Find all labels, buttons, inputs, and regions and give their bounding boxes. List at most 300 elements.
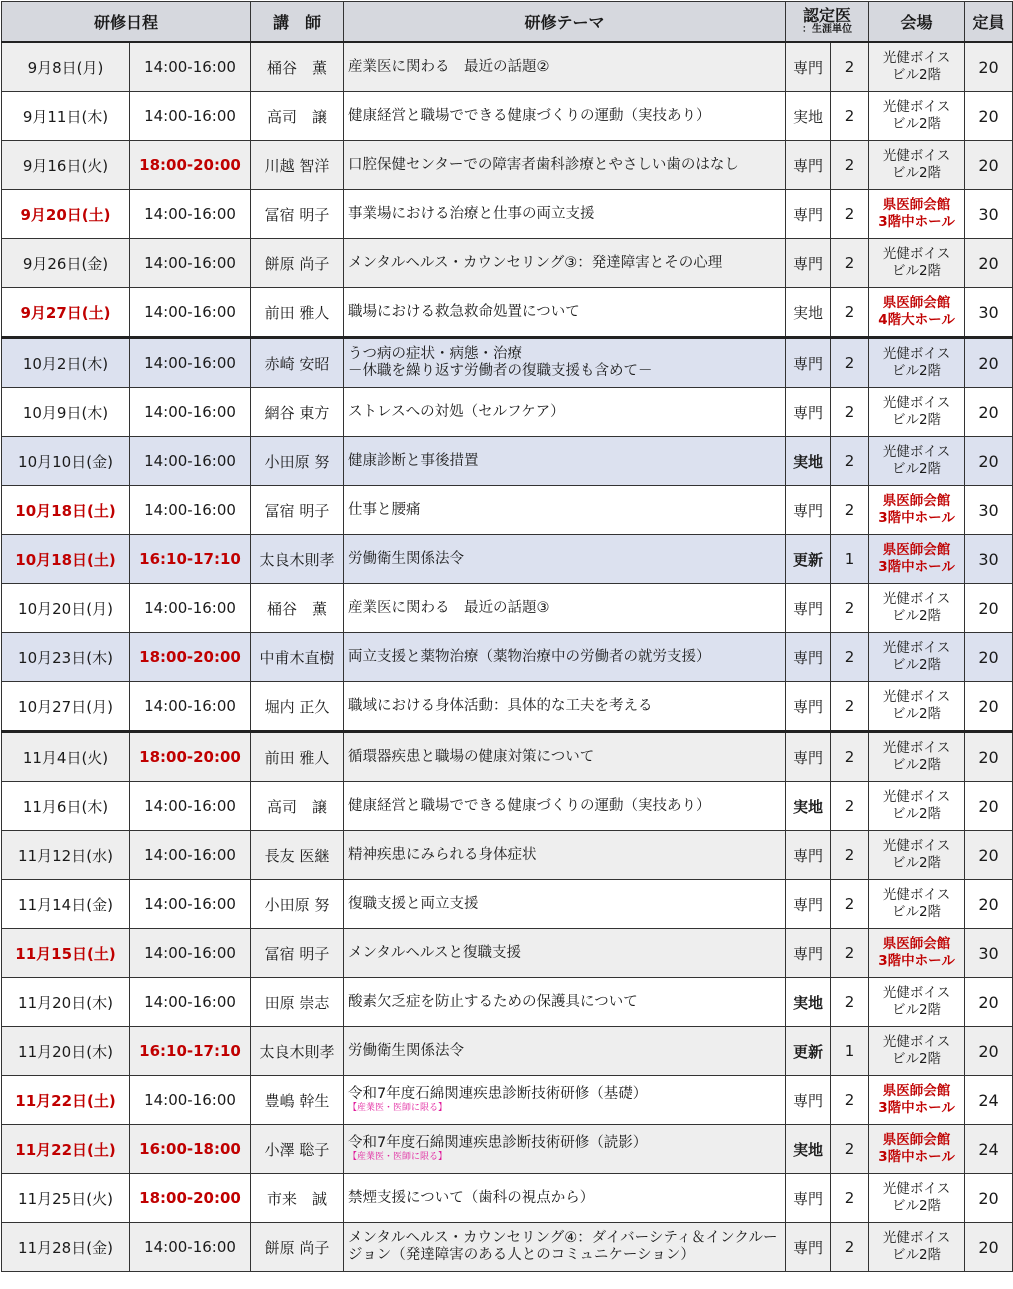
theme-cell	[344, 388, 786, 437]
time-cell: 18:00-20:00	[130, 141, 251, 190]
theme-line: メンタルヘルス・カウンセリング④：ダイバーシティ＆インクルー	[348, 1230, 778, 1246]
table-row	[2, 42, 1013, 92]
venue-line: 県医師会館	[882, 1132, 951, 1148]
venue-line: ビル2階	[891, 1002, 942, 1018]
capacity-cell: 20	[965, 239, 1013, 288]
theme-line: メンタルヘルスと復職支援	[348, 944, 521, 961]
credit-type-cell: 専門	[786, 338, 831, 388]
lecturer-cell: 桶谷 薫	[251, 42, 344, 92]
venue-line: 光健ボイス	[882, 246, 951, 262]
venue-cell	[869, 338, 965, 388]
credit-units-cell: 1	[831, 535, 869, 584]
credit-units-cell: 2	[831, 486, 869, 535]
credit-units-cell: 2	[831, 437, 869, 486]
venue-line: 県医師会館	[882, 936, 951, 952]
venue-cell	[869, 584, 965, 633]
table-row	[2, 682, 1013, 732]
table-row	[2, 190, 1013, 239]
header-cert-sub: ：生涯単位	[802, 24, 853, 35]
venue-line: 光健ボイス	[882, 740, 951, 756]
lecturer-cell: 高司 譲	[251, 92, 344, 141]
credit-type-cell: 更新	[786, 535, 831, 584]
credit-units-cell: 2	[831, 141, 869, 190]
theme-line: メンタルヘルス・カウンセリング③：発達障害とその心理	[348, 254, 723, 271]
credit-units-cell: 2	[831, 388, 869, 437]
venue-line: ビル2階	[891, 116, 942, 132]
theme-line: 産業医に関わる 最近の話題②	[348, 58, 550, 75]
venue-line: 光健ボイス	[882, 395, 951, 411]
capacity-cell: 20	[965, 141, 1013, 190]
table-row	[2, 831, 1013, 880]
date-cell: 9月20日(土)	[2, 190, 130, 239]
credit-units-cell: 2	[831, 633, 869, 682]
lecturer-cell: 堀内 正久	[251, 682, 344, 732]
lecturer-cell: 中甫木直樹	[251, 633, 344, 682]
credit-type-cell: 実地	[786, 978, 831, 1027]
credit-units-cell: 2	[831, 831, 869, 880]
theme-line: 仕事と腰痛	[348, 501, 421, 518]
lecturer-cell: 桶谷 薫	[251, 584, 344, 633]
credit-type-cell: 実地	[786, 1125, 831, 1174]
theme-cell	[344, 535, 786, 584]
theme-line: 健康経営と職場でできる健康づくりの運動（実技あり）	[348, 107, 711, 124]
venue-line: 3階中ホール	[878, 953, 955, 969]
capacity-cell: 20	[965, 338, 1013, 388]
venue-line: 3階中ホール	[878, 1100, 955, 1116]
credit-units-cell: 1	[831, 1027, 869, 1076]
credit-type-cell: 専門	[786, 1174, 831, 1223]
time-cell: 14:00-16:00	[130, 929, 251, 978]
lecturer-cell: 小田原 努	[251, 880, 344, 929]
theme-cell	[344, 633, 786, 682]
venue-cell	[869, 880, 965, 929]
theme-line: 復職支援と両立支援	[348, 895, 479, 912]
theme-line: 労働衛生関係法令	[348, 550, 465, 567]
venue-cell	[869, 1223, 965, 1272]
credit-type-cell: 専門	[786, 831, 831, 880]
capacity-cell: 20	[965, 92, 1013, 141]
theme-cell	[344, 92, 786, 141]
venue-line: ビル2階	[891, 263, 942, 279]
venue-cell	[869, 388, 965, 437]
venue-cell	[869, 633, 965, 682]
header-venue: 会場	[869, 2, 965, 43]
theme-cell	[344, 288, 786, 338]
lecturer-cell: 前田 雅人	[251, 288, 344, 338]
time-cell: 14:00-16:00	[130, 584, 251, 633]
table-row	[2, 633, 1013, 682]
credit-type-cell: 実地	[786, 437, 831, 486]
theme-cell	[344, 584, 786, 633]
table-row	[2, 1076, 1013, 1125]
table-row	[2, 388, 1013, 437]
venue-line: 光健ボイス	[882, 50, 951, 66]
time-cell: 18:00-20:00	[130, 633, 251, 682]
venue-cell	[869, 190, 965, 239]
credit-units-cell: 2	[831, 92, 869, 141]
date-cell: 11月22日(土)	[2, 1125, 130, 1174]
header-lecturer: 講 師	[251, 2, 344, 43]
credit-units-cell: 2	[831, 239, 869, 288]
venue-line: ビル2階	[891, 165, 942, 181]
time-cell: 16:10-17:10	[130, 1027, 251, 1076]
credit-type-cell: 専門	[786, 584, 831, 633]
venue-cell	[869, 929, 965, 978]
credit-units-cell: 2	[831, 732, 869, 782]
date-cell: 10月10日(金)	[2, 437, 130, 486]
capacity-cell: 24	[965, 1076, 1013, 1125]
credit-units-cell: 2	[831, 682, 869, 732]
venue-cell	[869, 1027, 965, 1076]
capacity-cell: 20	[965, 732, 1013, 782]
date-cell: 9月8日(月)	[2, 42, 130, 92]
credit-type-cell: 専門	[786, 880, 831, 929]
capacity-cell: 20	[965, 1027, 1013, 1076]
venue-line: ビル2階	[891, 1051, 942, 1067]
header-capacity: 定員	[965, 2, 1013, 43]
time-cell: 14:00-16:00	[130, 288, 251, 338]
table-row	[2, 338, 1013, 388]
time-cell: 14:00-16:00	[130, 190, 251, 239]
venue-line: 3階中ホール	[878, 1149, 955, 1165]
header-date: 研修日程	[2, 2, 251, 43]
training-schedule-table	[1, 1, 1013, 1272]
venue-line: ビル2階	[891, 1198, 942, 1214]
credit-type-cell: 専門	[786, 486, 831, 535]
table-row	[2, 782, 1013, 831]
capacity-cell: 20	[965, 682, 1013, 732]
credit-units-cell: 2	[831, 1223, 869, 1272]
lecturer-cell: 餅原 尚子	[251, 239, 344, 288]
date-cell: 11月6日(木)	[2, 782, 130, 831]
credit-type-cell: 実地	[786, 782, 831, 831]
capacity-cell: 24	[965, 1125, 1013, 1174]
venue-cell	[869, 141, 965, 190]
table-row	[2, 929, 1013, 978]
venue-cell	[869, 978, 965, 1027]
header-certification	[786, 2, 869, 43]
theme-cell	[344, 929, 786, 978]
table-row	[2, 584, 1013, 633]
lecturer-cell: 小澤 聡子	[251, 1125, 344, 1174]
capacity-cell: 20	[965, 880, 1013, 929]
venue-line: 県医師会館	[882, 493, 951, 509]
capacity-cell: 20	[965, 782, 1013, 831]
table-row	[2, 1174, 1013, 1223]
date-cell: 11月15日(土)	[2, 929, 130, 978]
time-cell: 14:00-16:00	[130, 92, 251, 141]
schedule-body	[2, 42, 1013, 1272]
table-row	[2, 1027, 1013, 1076]
theme-cell	[344, 141, 786, 190]
venue-line: 県医師会館	[882, 197, 951, 213]
venue-line: ビル2階	[891, 904, 942, 920]
theme-line: 事業場における治療と仕事の両立支援	[348, 205, 595, 222]
theme-cell	[344, 1076, 786, 1125]
venue-line: 光健ボイス	[882, 1230, 951, 1246]
venue-line: 3階中ホール	[878, 559, 955, 575]
venue-line: 光健ボイス	[882, 985, 951, 1001]
theme-cell	[344, 42, 786, 92]
table-row	[2, 437, 1013, 486]
capacity-cell: 30	[965, 288, 1013, 338]
capacity-cell: 30	[965, 929, 1013, 978]
credit-units-cell: 2	[831, 584, 869, 633]
capacity-cell: 20	[965, 831, 1013, 880]
venue-line: ビル2階	[891, 1247, 942, 1263]
credit-type-cell: 専門	[786, 1223, 831, 1272]
theme-line: ジョン（発達障害のある人とのコミュニケーション）	[348, 1247, 695, 1263]
credit-type-cell: 専門	[786, 190, 831, 239]
lecturer-cell: 長友 医継	[251, 831, 344, 880]
theme-cell	[344, 880, 786, 929]
date-cell: 10月23日(木)	[2, 633, 130, 682]
time-cell: 14:00-16:00	[130, 880, 251, 929]
header-cert-main: 認定医	[803, 6, 852, 25]
date-cell: 9月16日(火)	[2, 141, 130, 190]
venue-line: 光健ボイス	[882, 689, 951, 705]
theme-line: 令和7年度石綿関連疾患診断技術研修（基礎）	[348, 1086, 648, 1102]
credit-type-cell: 専門	[786, 388, 831, 437]
lecturer-cell: 冨宿 明子	[251, 929, 344, 978]
credit-units-cell: 2	[831, 1174, 869, 1223]
capacity-cell: 20	[965, 584, 1013, 633]
date-cell: 11月4日(火)	[2, 732, 130, 782]
table-row	[2, 1125, 1013, 1174]
venue-line: 光健ボイス	[882, 591, 951, 607]
venue-line: 光健ボイス	[882, 346, 951, 362]
theme-cell	[344, 1223, 786, 1272]
theme-line: 令和7年度石綿関連疾患診断技術研修（読影）	[348, 1135, 648, 1151]
theme-cell	[344, 437, 786, 486]
theme-line: 産業医に関わる 最近の話題③	[348, 599, 550, 616]
date-cell: 11月12日(水)	[2, 831, 130, 880]
lecturer-cell: 冨宿 明子	[251, 190, 344, 239]
venue-cell	[869, 486, 965, 535]
capacity-cell: 20	[965, 437, 1013, 486]
venue-cell	[869, 92, 965, 141]
table-row	[2, 535, 1013, 584]
venue-line: 県医師会館	[882, 542, 951, 558]
date-cell: 11月20日(木)	[2, 1027, 130, 1076]
theme-line: 口腔保健センターでの障害者歯科診療とやさしい歯のはなし	[348, 156, 739, 173]
venue-cell	[869, 1174, 965, 1223]
credit-units-cell: 2	[831, 42, 869, 92]
lecturer-cell: 小田原 努	[251, 437, 344, 486]
table-row	[2, 239, 1013, 288]
time-cell: 18:00-20:00	[130, 732, 251, 782]
table-row	[2, 288, 1013, 338]
lecturer-cell: 赤崎 安昭	[251, 338, 344, 388]
capacity-cell: 20	[965, 633, 1013, 682]
credit-type-cell: 専門	[786, 1076, 831, 1125]
theme-line: 職場における救急救命処置について	[348, 303, 580, 320]
theme-line: 禁煙支援について（歯科の視点から）	[348, 1189, 595, 1206]
lecturer-cell: 網谷 東方	[251, 388, 344, 437]
venue-line: 光健ボイス	[882, 444, 951, 460]
time-cell: 16:00-18:00	[130, 1125, 251, 1174]
time-cell: 14:00-16:00	[130, 486, 251, 535]
theme-cell	[344, 682, 786, 732]
theme-line: 労働衛生関係法令	[348, 1042, 465, 1059]
time-cell: 14:00-16:00	[130, 437, 251, 486]
lecturer-cell: 豊嶋 幹生	[251, 1076, 344, 1125]
date-cell: 10月27日(月)	[2, 682, 130, 732]
venue-cell	[869, 831, 965, 880]
header-row	[2, 2, 1013, 43]
credit-units-cell: 2	[831, 1125, 869, 1174]
date-cell: 11月25日(火)	[2, 1174, 130, 1223]
date-cell: 11月14日(金)	[2, 880, 130, 929]
table-row	[2, 141, 1013, 190]
venue-line: ビル2階	[891, 657, 942, 673]
credit-type-cell: 実地	[786, 288, 831, 338]
lecturer-cell: 前田 雅人	[251, 732, 344, 782]
theme-cell	[344, 782, 786, 831]
lecturer-cell: 高司 譲	[251, 782, 344, 831]
theme-line: ストレスへの対処（セルフケア）	[348, 403, 565, 420]
date-cell: 10月9日(木)	[2, 388, 130, 437]
credit-type-cell: 専門	[786, 42, 831, 92]
capacity-cell: 20	[965, 978, 1013, 1027]
venue-line: 県医師会館	[882, 1083, 951, 1099]
venue-cell	[869, 239, 965, 288]
theme-line: 酸素欠乏症を防止するための保護具について	[348, 993, 638, 1010]
table-row	[2, 486, 1013, 535]
capacity-cell: 30	[965, 535, 1013, 584]
credit-units-cell: 2	[831, 1076, 869, 1125]
date-cell: 11月22日(土)	[2, 1076, 130, 1125]
credit-units-cell: 2	[831, 190, 869, 239]
restriction-note: 【産業医・医師に限る】	[348, 1152, 448, 1162]
venue-line: 3階中ホール	[878, 214, 955, 230]
theme-cell	[344, 1027, 786, 1076]
capacity-cell: 30	[965, 486, 1013, 535]
time-cell: 14:00-16:00	[130, 1223, 251, 1272]
credit-units-cell: 2	[831, 782, 869, 831]
date-cell: 10月2日(木)	[2, 338, 130, 388]
date-cell: 10月20日(月)	[2, 584, 130, 633]
lecturer-cell: 市来 誠	[251, 1174, 344, 1223]
time-cell: 14:00-16:00	[130, 682, 251, 732]
venue-line: 4階大ホール	[878, 312, 955, 328]
restriction-note: 【産業医・医師に限る】	[348, 1103, 448, 1113]
venue-line: ビル2階	[891, 67, 942, 83]
credit-units-cell: 2	[831, 338, 869, 388]
table-row	[2, 1223, 1013, 1272]
credit-units-cell: 2	[831, 929, 869, 978]
credit-type-cell: 専門	[786, 732, 831, 782]
capacity-cell: 20	[965, 1174, 1013, 1223]
time-cell: 14:00-16:00	[130, 42, 251, 92]
credit-type-cell: 専門	[786, 239, 831, 288]
theme-cell	[344, 1125, 786, 1174]
theme-cell	[344, 732, 786, 782]
theme-line: 精神疾患にみられる身体症状	[348, 846, 537, 863]
theme-line: 循環器疾患と職場の健康対策について	[348, 748, 595, 765]
theme-cell	[344, 239, 786, 288]
theme-line: うつ病の症状・病態・治療	[348, 346, 523, 362]
lecturer-cell: 田原 崇志	[251, 978, 344, 1027]
venue-cell	[869, 1125, 965, 1174]
header-theme: 研修テーマ	[344, 2, 786, 43]
capacity-cell: 20	[965, 388, 1013, 437]
theme-cell	[344, 831, 786, 880]
date-cell: 11月20日(木)	[2, 978, 130, 1027]
time-cell: 14:00-16:00	[130, 239, 251, 288]
date-cell: 10月18日(土)	[2, 486, 130, 535]
capacity-cell: 20	[965, 42, 1013, 92]
time-cell: 14:00-16:00	[130, 388, 251, 437]
table-row	[2, 978, 1013, 1027]
venue-line: 光健ボイス	[882, 789, 951, 805]
credit-type-cell: 実地	[786, 92, 831, 141]
venue-line: ビル2階	[891, 608, 942, 624]
time-cell: 14:00-16:00	[130, 1076, 251, 1125]
date-cell: 10月18日(土)	[2, 535, 130, 584]
table-row	[2, 92, 1013, 141]
credit-units-cell: 2	[831, 978, 869, 1027]
credit-type-cell: 専門	[786, 682, 831, 732]
time-cell: 14:00-16:00	[130, 782, 251, 831]
credit-units-cell: 2	[831, 880, 869, 929]
time-cell: 16:10-17:10	[130, 535, 251, 584]
time-cell: 14:00-16:00	[130, 338, 251, 388]
venue-cell	[869, 42, 965, 92]
venue-line: 県医師会館	[882, 295, 951, 311]
venue-line: 光健ボイス	[882, 148, 951, 164]
venue-line: 光健ボイス	[882, 838, 951, 854]
venue-line: ビル2階	[891, 806, 942, 822]
venue-line: ビル2階	[891, 412, 942, 428]
venue-cell	[869, 682, 965, 732]
venue-cell	[869, 288, 965, 338]
venue-line: 光健ボイス	[882, 1034, 951, 1050]
time-cell: 14:00-16:00	[130, 831, 251, 880]
lecturer-cell: 太良木則孝	[251, 535, 344, 584]
venue-line: ビル2階	[891, 461, 942, 477]
venue-cell	[869, 437, 965, 486]
theme-cell	[344, 338, 786, 388]
venue-cell	[869, 732, 965, 782]
date-cell: 9月27日(土)	[2, 288, 130, 338]
capacity-cell: 20	[965, 1223, 1013, 1272]
theme-line: 職域における身体活動：具体的な工夫を考える	[348, 697, 653, 714]
credit-type-cell: 更新	[786, 1027, 831, 1076]
date-cell: 9月11日(木)	[2, 92, 130, 141]
venue-line: 光健ボイス	[882, 1181, 951, 1197]
lecturer-cell: 川越 智洋	[251, 141, 344, 190]
credit-type-cell: 専門	[786, 141, 831, 190]
credit-type-cell: 専門	[786, 929, 831, 978]
theme-line: 健康経営と職場でできる健康づくりの運動（実技あり）	[348, 797, 711, 814]
venue-line: ビル2階	[891, 706, 942, 722]
lecturer-cell: 太良木則孝	[251, 1027, 344, 1076]
venue-line: 光健ボイス	[882, 887, 951, 903]
venue-line: 光健ボイス	[882, 640, 951, 656]
venue-line: ビル2階	[891, 855, 942, 871]
venue-line: ビル2階	[891, 363, 942, 379]
capacity-cell: 30	[965, 190, 1013, 239]
lecturer-cell: 冨宿 明子	[251, 486, 344, 535]
venue-line: 光健ボイス	[882, 99, 951, 115]
time-cell: 18:00-20:00	[130, 1174, 251, 1223]
theme-cell	[344, 190, 786, 239]
credit-type-cell: 専門	[786, 633, 831, 682]
table-row	[2, 880, 1013, 929]
venue-cell	[869, 535, 965, 584]
venue-cell	[869, 1076, 965, 1125]
